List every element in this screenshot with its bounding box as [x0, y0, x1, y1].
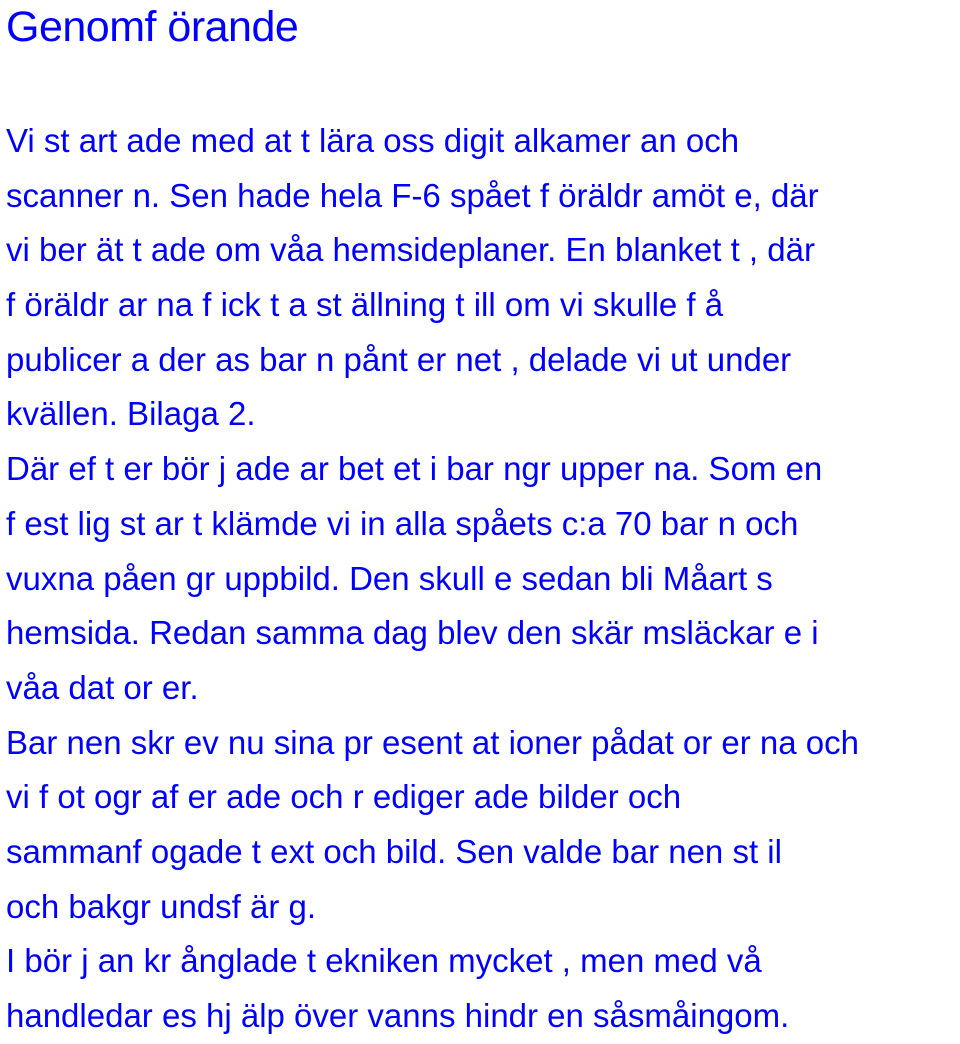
text-line: kvällen. Bilaga 2.: [6, 395, 256, 433]
text-line: f est lig st ar t klämde vi in alla spåets c:a 70 bar n och: [6, 504, 799, 542]
text-line: sammanf ogade t ext och bild. Sen valde bar nen st il: [6, 832, 782, 870]
text-line: hemsida. Redan samma dag blev den skär msläckar e i: [6, 614, 819, 652]
text-line: Bar nen skr ev nu sina pr esent at ioner pådat or er na och: [6, 723, 860, 761]
text-line: vuxna påen gr uppbild. Den skull e sedan bli Måart s: [6, 559, 773, 597]
text-line: våa dat or er.: [6, 668, 199, 706]
text-line: I bör j an kr ånglade t ekniken mycket , men med vå: [6, 942, 762, 980]
text-line: vi f ot ogr af er ade och r ediger ade bilder och: [6, 778, 682, 816]
text-line: f öräldr ar na f ick t a st ällning t ill om vi skulle f å: [6, 286, 724, 324]
text-line: Där ef t er bör j ade ar bet et i bar ngr upper na. Som en: [6, 450, 823, 488]
body-text: [6, 114, 956, 1044]
text-line: vi ber ät t ade om våa hemsideplaner. En blanket t , där: [6, 231, 815, 269]
text-line: och bakgr undsf är g.: [6, 887, 317, 925]
page-title: Genomf örande: [6, 3, 299, 51]
text-line: Vi st art ade med at t lära oss digit alkamer an och: [6, 122, 740, 159]
text-line: publicer a der as bar n pånt er net , delade vi ut under: [6, 340, 792, 378]
text-line: scanner n. Sen hade hela F-6 spået f öräldr amöt e, där: [6, 176, 819, 214]
text-line: handledar es hj älp över vanns hindr en såsmåingom.: [6, 997, 790, 1034]
